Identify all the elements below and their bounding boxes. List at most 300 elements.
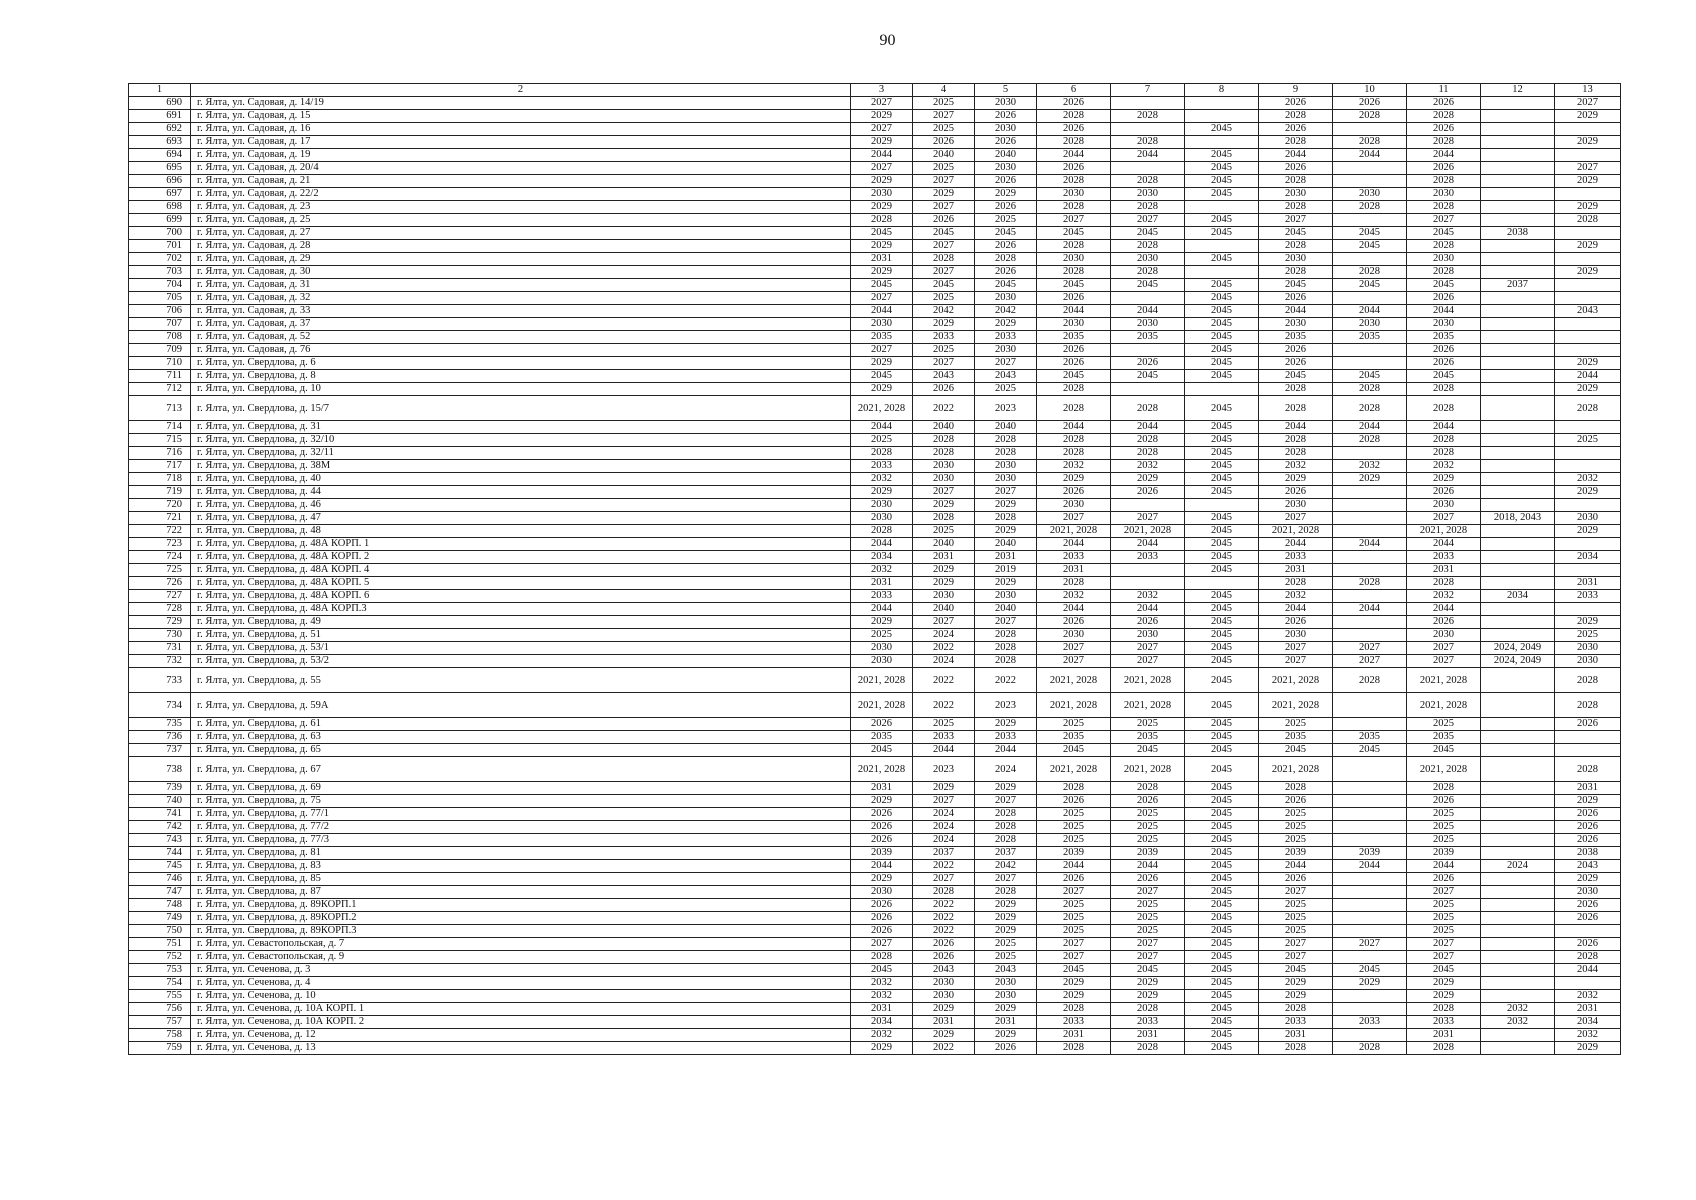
year-cell: 2026 <box>913 214 975 227</box>
year-cell: 2028 <box>1259 201 1333 214</box>
year-cell: 2045 <box>1333 227 1407 240</box>
year-cell: 2026 <box>851 821 913 834</box>
year-cell: 2026 <box>851 808 913 821</box>
year-cell <box>1481 912 1555 925</box>
year-cell: 2025 <box>1037 912 1111 925</box>
year-cell: 2029 <box>1037 990 1111 1003</box>
address-cell: г. Ялта, ул. Садовая, д. 23 <box>191 201 851 214</box>
address-cell: г. Ялта, ул. Свердлова, д. 48А КОРП.3 <box>191 603 851 616</box>
year-cell: 2024 <box>1481 860 1555 873</box>
year-cell: 2027 <box>1037 951 1111 964</box>
row-number-cell: 736 <box>129 731 191 744</box>
year-cell: 2045 <box>1185 886 1259 899</box>
year-cell: 2035 <box>1111 731 1185 744</box>
year-cell: 2030 <box>851 886 913 899</box>
year-cell <box>1333 795 1407 808</box>
year-cell <box>1185 136 1259 149</box>
address-cell: г. Ялта, ул. Садовая, д. 31 <box>191 279 851 292</box>
year-cell: 2029 <box>851 266 913 279</box>
year-cell: 2028 <box>975 447 1037 460</box>
year-cell: 2025 <box>1259 834 1333 847</box>
year-cell <box>1555 564 1621 577</box>
year-cell: 2029 <box>851 383 913 396</box>
year-cell: 2045 <box>1407 370 1481 383</box>
year-cell: 2044 <box>1407 149 1481 162</box>
table-row <box>129 616 1621 629</box>
year-cell: 2045 <box>1185 731 1259 744</box>
year-cell: 2030 <box>1407 253 1481 266</box>
year-cell: 2029 <box>913 188 975 201</box>
year-cell <box>1481 731 1555 744</box>
year-cell: 2034 <box>851 1016 913 1029</box>
year-cell: 2028 <box>1259 447 1333 460</box>
year-cell: 2021, 2028 <box>851 757 913 782</box>
year-cell: 2045 <box>975 279 1037 292</box>
year-cell <box>1481 525 1555 538</box>
year-cell <box>1333 486 1407 499</box>
year-cell: 2028 <box>1037 396 1111 421</box>
address-cell: г. Ялта, ул. Свердлова, д. 53/2 <box>191 655 851 668</box>
year-cell: 2027 <box>913 175 975 188</box>
year-cell <box>1555 292 1621 305</box>
year-cell: 2044 <box>1111 538 1185 551</box>
year-cell <box>1333 162 1407 175</box>
year-cell: 2035 <box>1111 331 1185 344</box>
table-row <box>129 642 1621 655</box>
year-cell <box>1111 383 1185 396</box>
year-cell: 2028 <box>1407 240 1481 253</box>
address-cell: г. Ялта, ул. Свердлова, д. 89КОРП.3 <box>191 925 851 938</box>
year-cell <box>1185 499 1259 512</box>
year-cell: 2044 <box>1407 860 1481 873</box>
table-row <box>129 305 1621 318</box>
year-cell: 2028 <box>1259 1042 1333 1055</box>
row-number-cell: 708 <box>129 331 191 344</box>
year-cell: 2029 <box>851 873 913 886</box>
year-cell: 2029 <box>1555 136 1621 149</box>
year-cell: 2030 <box>1555 886 1621 899</box>
year-cell: 2045 <box>1407 744 1481 757</box>
year-cell <box>1481 886 1555 899</box>
year-cell: 2022 <box>913 693 975 718</box>
year-cell: 2044 <box>1259 149 1333 162</box>
address-cell: г. Ялта, ул. Сеченова, д. 10А КОРП. 1 <box>191 1003 851 1016</box>
year-cell: 2044 <box>1333 538 1407 551</box>
year-cell: 2021, 2028 <box>1259 693 1333 718</box>
address-cell: г. Ялта, ул. Свердлова, д. 83 <box>191 860 851 873</box>
year-cell: 2031 <box>851 253 913 266</box>
row-number-cell: 728 <box>129 603 191 616</box>
year-cell <box>1481 603 1555 616</box>
year-cell: 2030 <box>1259 318 1333 331</box>
year-cell: 2026 <box>1037 344 1111 357</box>
year-cell: 2029 <box>1037 977 1111 990</box>
year-cell: 2028 <box>1407 175 1481 188</box>
table-row <box>129 821 1621 834</box>
year-cell: 2028 <box>1259 110 1333 123</box>
year-cell: 2029 <box>851 240 913 253</box>
year-cell: 2044 <box>975 744 1037 757</box>
year-cell: 2044 <box>1037 305 1111 318</box>
year-cell: 2045 <box>1185 175 1259 188</box>
year-cell: 2029 <box>1111 473 1185 486</box>
year-cell: 2026 <box>975 136 1037 149</box>
column-header: 4 <box>913 84 975 97</box>
year-cell: 2037 <box>1481 279 1555 292</box>
year-cell: 2045 <box>1259 964 1333 977</box>
row-number-cell: 695 <box>129 162 191 175</box>
year-cell: 2045 <box>913 279 975 292</box>
table-row <box>129 564 1621 577</box>
year-cell <box>1481 951 1555 964</box>
year-cell: 2030 <box>851 512 913 525</box>
year-cell: 2032 <box>1407 590 1481 603</box>
year-cell: 2028 <box>851 525 913 538</box>
year-cell: 2044 <box>1111 603 1185 616</box>
year-cell: 2029 <box>1333 977 1407 990</box>
year-cell: 2032 <box>1037 590 1111 603</box>
year-cell: 2027 <box>1037 938 1111 951</box>
year-cell: 2028 <box>1407 1042 1481 1055</box>
year-cell: 2045 <box>1185 847 1259 860</box>
year-cell: 2039 <box>1407 847 1481 860</box>
year-cell: 2045 <box>1185 253 1259 266</box>
address-cell: г. Ялта, ул. Свердлова, д. 32/10 <box>191 434 851 447</box>
address-cell: г. Ялта, ул. Свердлова, д. 69 <box>191 782 851 795</box>
year-cell: 2032 <box>1333 460 1407 473</box>
year-cell: 2026 <box>1037 123 1111 136</box>
year-cell: 2027 <box>913 110 975 123</box>
year-cell: 2028 <box>913 886 975 899</box>
year-cell: 2026 <box>851 899 913 912</box>
address-cell: г. Ялта, ул. Свердлова, д. 77/2 <box>191 821 851 834</box>
year-cell <box>1333 629 1407 642</box>
year-cell: 2044 <box>1333 603 1407 616</box>
year-cell: 2026 <box>1407 292 1481 305</box>
year-cell: 2030 <box>975 460 1037 473</box>
year-cell: 2045 <box>851 964 913 977</box>
year-cell <box>1481 460 1555 473</box>
year-cell: 2026 <box>1259 873 1333 886</box>
year-cell: 2045 <box>1185 693 1259 718</box>
table-row <box>129 655 1621 668</box>
year-cell: 2026 <box>1111 795 1185 808</box>
row-number-cell: 711 <box>129 370 191 383</box>
address-cell: г. Ялта, ул. Свердлова, д. 46 <box>191 499 851 512</box>
year-cell: 2029 <box>1259 473 1333 486</box>
year-cell: 2044 <box>1333 421 1407 434</box>
page-number: 90 <box>879 32 896 49</box>
year-cell: 2021, 2028 <box>1111 668 1185 693</box>
year-cell: 2028 <box>1111 396 1185 421</box>
address-cell: г. Ялта, ул. Свердлова, д. 53/1 <box>191 642 851 655</box>
table-row <box>129 629 1621 642</box>
year-cell: 2032 <box>1259 590 1333 603</box>
table-row <box>129 357 1621 370</box>
year-cell: 2025 <box>913 97 975 110</box>
year-cell <box>1481 757 1555 782</box>
year-cell: 2031 <box>851 1003 913 1016</box>
address-cell: г. Ялта, ул. Севастопольская, д. 9 <box>191 951 851 964</box>
year-cell: 2045 <box>1037 744 1111 757</box>
year-cell: 2026 <box>1111 357 1185 370</box>
year-cell: 2025 <box>1407 718 1481 731</box>
table-row <box>129 590 1621 603</box>
year-cell: 2031 <box>1259 1029 1333 1042</box>
year-cell: 2028 <box>1037 240 1111 253</box>
year-cell: 2032 <box>1037 460 1111 473</box>
year-cell <box>1481 175 1555 188</box>
row-number-cell: 737 <box>129 744 191 757</box>
year-cell <box>1111 499 1185 512</box>
table-row <box>129 899 1621 912</box>
year-cell: 2027 <box>1259 951 1333 964</box>
year-cell: 2043 <box>913 370 975 383</box>
year-cell: 2045 <box>851 227 913 240</box>
year-cell: 2039 <box>1111 847 1185 860</box>
row-number-cell: 726 <box>129 577 191 590</box>
year-cell: 2045 <box>1185 149 1259 162</box>
year-cell: 2030 <box>1333 318 1407 331</box>
year-cell <box>1111 292 1185 305</box>
table-row <box>129 318 1621 331</box>
year-cell: 2027 <box>851 344 913 357</box>
address-cell: г. Ялта, ул. Садовая, д. 20/4 <box>191 162 851 175</box>
year-cell: 2027 <box>1037 886 1111 899</box>
year-cell: 2028 <box>1259 136 1333 149</box>
row-number-cell: 702 <box>129 253 191 266</box>
address-cell: г. Ялта, ул. Свердлова, д. 65 <box>191 744 851 757</box>
year-cell: 2030 <box>1259 253 1333 266</box>
year-cell: 2045 <box>1185 668 1259 693</box>
table-row <box>129 175 1621 188</box>
year-cell <box>1481 396 1555 421</box>
year-cell <box>1333 253 1407 266</box>
year-cell <box>1333 564 1407 577</box>
row-number-cell: 749 <box>129 912 191 925</box>
year-cell: 2045 <box>1185 486 1259 499</box>
address-cell: г. Ялта, ул. Сеченова, д. 3 <box>191 964 851 977</box>
year-cell: 2045 <box>1185 1003 1259 1016</box>
table-row <box>129 1029 1621 1042</box>
year-cell: 2030 <box>851 188 913 201</box>
address-cell: г. Ялта, ул. Свердлова, д. 67 <box>191 757 851 782</box>
year-cell: 2028 <box>1037 201 1111 214</box>
year-cell <box>1481 253 1555 266</box>
year-cell: 2045 <box>1185 990 1259 1003</box>
year-cell: 2025 <box>913 344 975 357</box>
year-cell: 2032 <box>851 990 913 1003</box>
year-cell: 2028 <box>1333 668 1407 693</box>
address-cell: г. Ялта, ул. Свердлова, д. 51 <box>191 629 851 642</box>
year-cell: 2021, 2028 <box>1407 693 1481 718</box>
year-cell: 2045 <box>1037 227 1111 240</box>
year-cell: 2025 <box>975 214 1037 227</box>
address-cell: г. Ялта, ул. Садовая, д. 14/19 <box>191 97 851 110</box>
year-cell: 2030 <box>851 318 913 331</box>
year-cell: 2021, 2028 <box>1111 757 1185 782</box>
table-row <box>129 847 1621 860</box>
table-row <box>129 240 1621 253</box>
year-cell: 2023 <box>975 396 1037 421</box>
year-cell <box>1555 538 1621 551</box>
year-cell: 2027 <box>1037 512 1111 525</box>
address-cell: г. Ялта, ул. Свердлова, д. 31 <box>191 421 851 434</box>
year-cell: 2030 <box>913 460 975 473</box>
address-cell: г. Ялта, ул. Сеченова, д. 10А КОРП. 2 <box>191 1016 851 1029</box>
year-cell <box>1111 564 1185 577</box>
year-cell: 2045 <box>1185 564 1259 577</box>
year-cell <box>1481 136 1555 149</box>
year-cell: 2045 <box>1185 834 1259 847</box>
year-cell: 2044 <box>913 744 975 757</box>
year-cell: 2029 <box>1407 977 1481 990</box>
year-cell: 2021, 2028 <box>1407 525 1481 538</box>
year-cell <box>1333 1029 1407 1042</box>
year-cell: 2034 <box>1555 551 1621 564</box>
year-cell: 2031 <box>851 577 913 590</box>
year-cell: 2044 <box>851 305 913 318</box>
year-cell <box>1555 331 1621 344</box>
year-cell: 2045 <box>1185 292 1259 305</box>
year-cell <box>1481 834 1555 847</box>
year-cell: 2045 <box>1185 938 1259 951</box>
address-cell: г. Ялта, ул. Садовая, д. 33 <box>191 305 851 318</box>
year-cell: 2029 <box>1037 473 1111 486</box>
year-cell: 2030 <box>1111 253 1185 266</box>
year-cell <box>1481 925 1555 938</box>
year-cell: 2028 <box>1407 396 1481 421</box>
row-number-cell: 745 <box>129 860 191 873</box>
year-cell: 2045 <box>1185 912 1259 925</box>
year-cell <box>1555 744 1621 757</box>
year-cell: 2030 <box>1037 629 1111 642</box>
address-cell: г. Ялта, ул. Свердлова, д. 81 <box>191 847 851 860</box>
year-cell: 2030 <box>975 590 1037 603</box>
year-cell: 2030 <box>913 590 975 603</box>
year-cell: 2028 <box>1259 434 1333 447</box>
table-row <box>129 757 1621 782</box>
year-cell: 2037 <box>975 847 1037 860</box>
year-cell: 2045 <box>1185 795 1259 808</box>
year-cell: 2024 <box>913 834 975 847</box>
row-number-cell: 738 <box>129 757 191 782</box>
year-cell <box>1555 318 1621 331</box>
year-cell: 2028 <box>1111 201 1185 214</box>
year-cell: 2026 <box>975 175 1037 188</box>
column-header: 13 <box>1555 84 1621 97</box>
table-row <box>129 834 1621 847</box>
address-cell: г. Ялта, ул. Садовая, д. 32 <box>191 292 851 305</box>
year-cell: 2044 <box>1407 421 1481 434</box>
year-cell: 2029 <box>851 175 913 188</box>
year-cell: 2029 <box>975 499 1037 512</box>
year-cell <box>1555 603 1621 616</box>
year-cell: 2025 <box>1111 808 1185 821</box>
year-cell: 2024, 2049 <box>1481 655 1555 668</box>
year-cell: 2027 <box>975 357 1037 370</box>
year-cell: 2025 <box>1259 821 1333 834</box>
year-cell: 2026 <box>1407 357 1481 370</box>
year-cell <box>1481 162 1555 175</box>
year-cell: 2031 <box>1111 1029 1185 1042</box>
year-cell: 2024 <box>913 629 975 642</box>
year-cell: 2028 <box>1259 175 1333 188</box>
address-cell: г. Ялта, ул. Садовая, д. 21 <box>191 175 851 188</box>
year-cell: 2030 <box>851 499 913 512</box>
year-cell <box>1333 1003 1407 1016</box>
year-cell: 2028 <box>975 886 1037 899</box>
year-cell: 2030 <box>975 344 1037 357</box>
year-cell <box>1333 551 1407 564</box>
year-cell: 2026 <box>1259 123 1333 136</box>
year-cell: 2026 <box>975 1042 1037 1055</box>
year-cell: 2026 <box>1333 97 1407 110</box>
year-cell <box>1481 899 1555 912</box>
year-cell: 2027 <box>1111 642 1185 655</box>
year-cell: 2025 <box>1407 899 1481 912</box>
year-cell: 2044 <box>1037 860 1111 873</box>
address-cell: г. Ялта, ул. Садовая, д. 17 <box>191 136 851 149</box>
year-cell <box>1333 344 1407 357</box>
year-cell: 2031 <box>851 782 913 795</box>
year-cell: 2027 <box>1407 642 1481 655</box>
year-cell: 2045 <box>1259 370 1333 383</box>
row-number-cell: 723 <box>129 538 191 551</box>
row-number-cell: 756 <box>129 1003 191 1016</box>
year-cell: 2028 <box>1037 136 1111 149</box>
year-cell: 2038 <box>1481 227 1555 240</box>
row-number-cell: 724 <box>129 551 191 564</box>
year-cell: 2033 <box>913 731 975 744</box>
table-row <box>129 253 1621 266</box>
year-cell: 2045 <box>1185 808 1259 821</box>
year-cell: 2045 <box>1185 331 1259 344</box>
year-cell: 2028 <box>1037 782 1111 795</box>
year-cell <box>1555 460 1621 473</box>
address-cell: г. Ялта, ул. Свердлова, д. 40 <box>191 473 851 486</box>
year-cell: 2028 <box>1037 175 1111 188</box>
table-row <box>129 577 1621 590</box>
year-cell: 2029 <box>1555 266 1621 279</box>
year-cell: 2027 <box>1407 951 1481 964</box>
year-cell <box>1111 97 1185 110</box>
year-cell <box>1481 718 1555 731</box>
year-cell: 2031 <box>1037 564 1111 577</box>
year-cell: 2029 <box>913 318 975 331</box>
year-cell: 2045 <box>1111 279 1185 292</box>
year-cell: 2026 <box>1037 486 1111 499</box>
year-cell <box>1185 577 1259 590</box>
year-cell <box>1481 292 1555 305</box>
year-cell: 2029 <box>851 616 913 629</box>
address-cell: г. Ялта, ул. Свердлова, д. 89КОРП.1 <box>191 899 851 912</box>
year-cell: 2030 <box>1037 499 1111 512</box>
year-cell: 2025 <box>1259 925 1333 938</box>
year-cell: 2027 <box>913 616 975 629</box>
year-cell: 2039 <box>1333 847 1407 860</box>
address-cell: г. Ялта, ул. Садовая, д. 52 <box>191 331 851 344</box>
year-cell: 2040 <box>975 538 1037 551</box>
year-cell: 2028 <box>1111 136 1185 149</box>
column-header: 8 <box>1185 84 1259 97</box>
year-cell: 2025 <box>1259 912 1333 925</box>
table-row <box>129 331 1621 344</box>
year-cell: 2028 <box>1111 266 1185 279</box>
year-cell: 2028 <box>1111 782 1185 795</box>
year-cell: 2027 <box>851 97 913 110</box>
column-header: 12 <box>1481 84 1555 97</box>
